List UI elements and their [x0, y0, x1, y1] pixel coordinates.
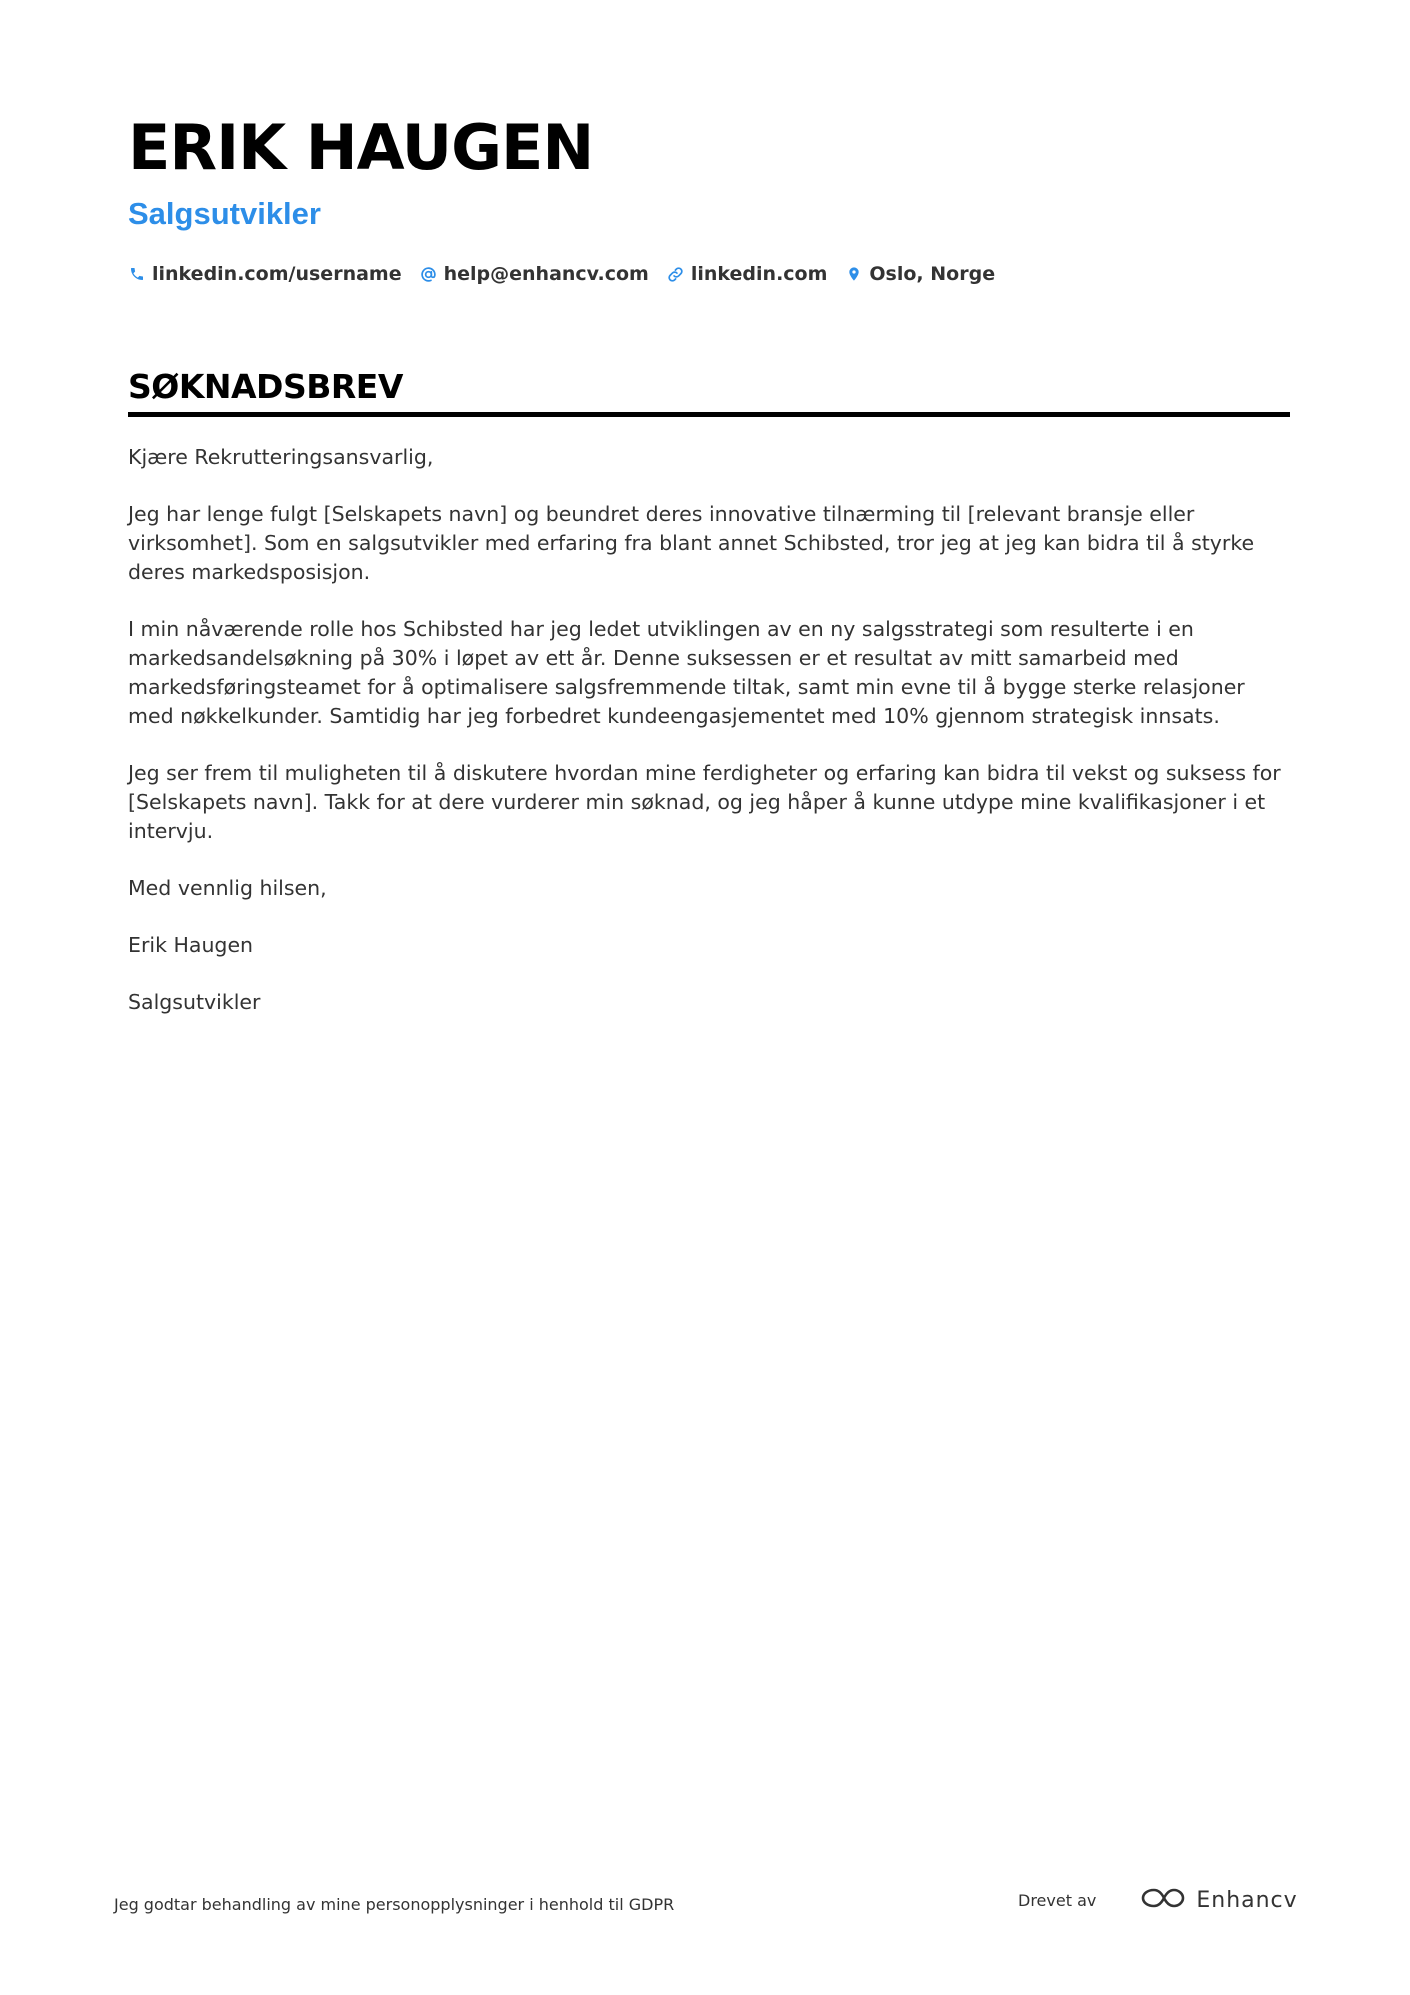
section-divider	[128, 412, 1290, 417]
contact-list	[128, 256, 1288, 292]
brand-logo[interactable]	[1140, 1886, 1297, 1915]
brand-name: Enhancv	[1196, 1887, 1298, 1913]
phone-icon	[128, 265, 146, 283]
candidate-name: ERIK HAUGEN	[128, 111, 594, 184]
contact-phone-text: linkedin.com/username	[152, 263, 402, 285]
contact-email-text: help@enhancv.com	[443, 263, 649, 285]
letter-greeting: Kjære Rekrutteringsansvarlig,	[128, 445, 434, 469]
contact-phone[interactable]	[128, 263, 402, 285]
link-icon	[667, 265, 685, 283]
signature-name: Erik Haugen	[128, 933, 254, 957]
job-title: Salgsutvikler	[128, 196, 321, 231]
letter-paragraph: I min nåværende rolle hos Schibsted har jeg ledet utviklingen av en ny salgsstrategi som resulterte i en markedsandelsøkning på 30% i løpet av ett år. Denne suksessen er et resultat av mitt samarbeid med markedsføringsteamet for å optimalisere salgsfremmende tiltak, samt min evne til å bygge sterke relasjoner med nøkkelkunder. Samtidig har jeg forbedret kundeengasjementet med 10% gjennom strategisk innsats.	[128, 617, 1245, 728]
letter-closing: Med vennlig hilsen,	[128, 876, 327, 900]
header	[128, 110, 1288, 292]
signature-title: Salgsutvikler	[128, 990, 261, 1014]
section-title: SØKNADSBREV	[128, 367, 403, 406]
contact-location-text: Oslo, Norge	[869, 263, 996, 285]
cover-letter-section	[128, 366, 1290, 1045]
gdpr-consent-text: Jeg godtar behandling av mine personopplysninger i henhold til GDPR	[114, 1895, 675, 1914]
letter-paragraph: Jeg har lenge fulgt [Selskapets navn] og beundret deres innovative tilnærming til [relevant bransje eller virksomhet]. Som en salgsutvikler med erfaring fra blant annet Schibsted, tror jeg at jeg kan bidra til å styrke deres markedsposisjon.	[128, 502, 1255, 584]
powered-by-label: Drevet av	[1018, 1890, 1097, 1910]
at-icon	[420, 265, 438, 283]
letter-paragraph: Jeg ser frem til muligheten til å diskutere hvordan mine ferdigheter og erfaring kan bidra til vekst og suksess for [Selskapets navn]. Takk for at dere vurderer min søknad, og jeg håper å kunne utdype mine kvalifikasjoner i et intervju.	[128, 761, 1281, 843]
powered-by[interactable]	[1018, 1880, 1298, 1920]
location-pin-icon	[845, 265, 863, 283]
contact-link[interactable]	[667, 263, 828, 285]
contact-link-text: linkedin.com	[690, 263, 828, 285]
contact-location	[845, 263, 995, 285]
letter-body	[128, 443, 1290, 1017]
enhancv-logo-icon	[1140, 1886, 1186, 1915]
contact-email[interactable]	[420, 263, 649, 285]
